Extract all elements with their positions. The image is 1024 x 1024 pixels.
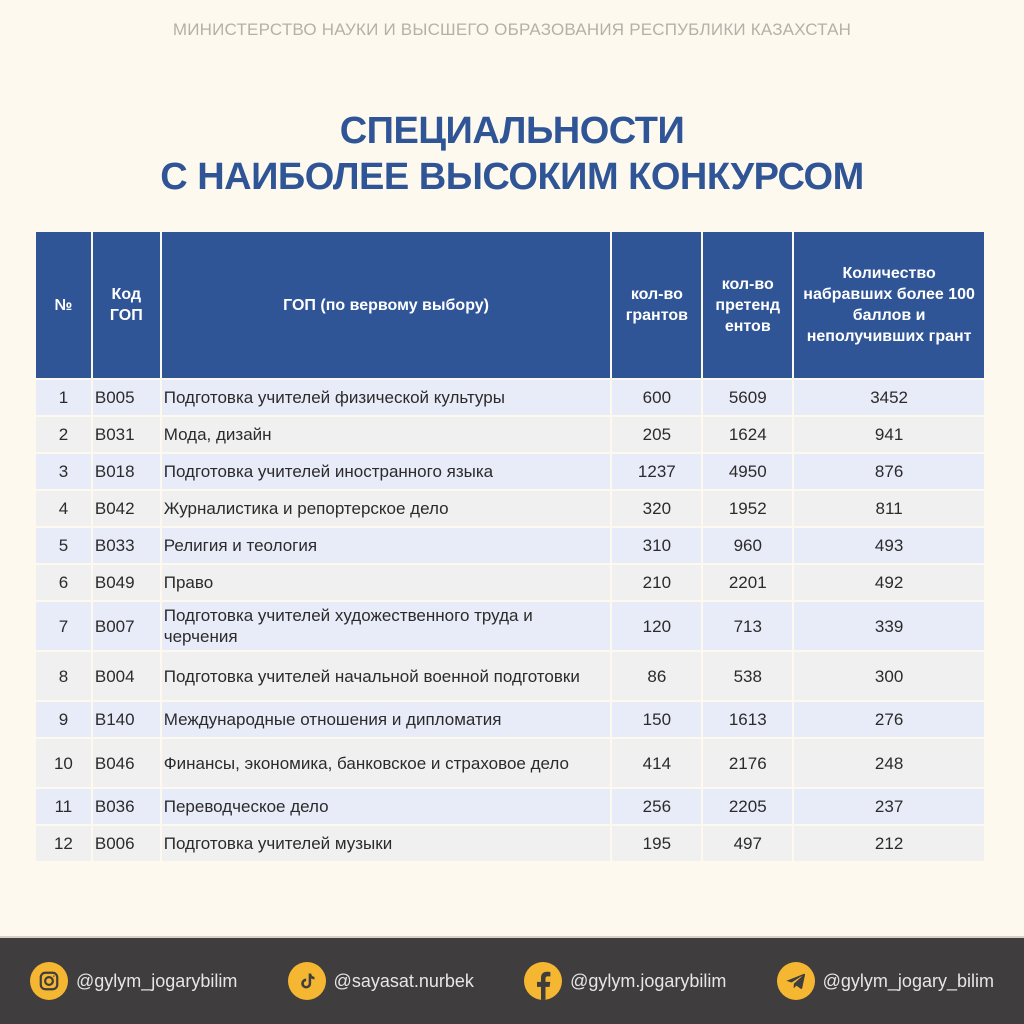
cell-code: B018	[93, 454, 160, 489]
cell-name: Подготовка учителей начальной военной подготовки	[162, 652, 611, 700]
cell-name: Религия и теология	[162, 528, 611, 563]
cell-name: Журналистика и репортерское дело	[162, 491, 611, 526]
cell-name: Подготовка учителей музыки	[162, 826, 611, 861]
col-header-over100: Количество набравших более 100 баллов и неполучивших грант	[794, 232, 984, 378]
facebook-handle: @gylym.jogarybilim	[570, 970, 727, 991]
cell-code: B049	[93, 565, 160, 600]
cell-applicants: 538	[703, 652, 792, 700]
cell-applicants: 2176	[703, 739, 792, 787]
cell-applicants: 960	[703, 528, 792, 563]
cell-grants: 205	[612, 417, 701, 452]
table-row	[36, 380, 984, 415]
table-row	[36, 739, 984, 787]
telegram-icon	[777, 962, 815, 1000]
cell-grants: 120	[612, 602, 701, 650]
specialties-table	[34, 230, 986, 863]
cell-name: Переводческое дело	[162, 789, 611, 824]
cell-num: 9	[36, 702, 91, 737]
cell-code: B005	[93, 380, 160, 415]
cell-over100: 3452	[794, 380, 984, 415]
cell-num: 6	[36, 565, 91, 600]
cell-grants: 320	[612, 491, 701, 526]
cell-code: B046	[93, 739, 160, 787]
cell-over100: 237	[794, 789, 984, 824]
table-row	[36, 652, 984, 700]
cell-grants: 310	[612, 528, 701, 563]
cell-code: B031	[93, 417, 160, 452]
cell-name: Право	[162, 565, 611, 600]
cell-num: 3	[36, 454, 91, 489]
cell-name: Подготовка учителей иностранного языка	[162, 454, 611, 489]
cell-num: 12	[36, 826, 91, 861]
telegram-handle: @gylym_jogary_bilim	[822, 970, 994, 991]
cell-over100: 212	[794, 826, 984, 861]
tiktok-icon	[288, 962, 326, 1000]
cell-over100: 300	[794, 652, 984, 700]
table-row	[36, 826, 984, 861]
col-header-name: ГОП (по вервому выбору)	[162, 232, 611, 378]
social-footer	[0, 936, 1024, 1024]
cell-code: B007	[93, 602, 160, 650]
cell-applicants: 1624	[703, 417, 792, 452]
cell-grants: 86	[612, 652, 701, 700]
cell-num: 2	[36, 417, 91, 452]
cell-num: 4	[36, 491, 91, 526]
cell-applicants: 2201	[703, 565, 792, 600]
tiktok-handle: @sayasat.nurbek	[333, 970, 474, 991]
cell-name: Финансы, экономика, банковское и страховое дело	[162, 739, 611, 787]
cell-code: B033	[93, 528, 160, 563]
cell-over100: 276	[794, 702, 984, 737]
table-row	[36, 789, 984, 824]
cell-applicants: 5609	[703, 380, 792, 415]
cell-code: B140	[93, 702, 160, 737]
cell-num: 11	[36, 789, 91, 824]
table-row	[36, 702, 984, 737]
col-header-applicants: кол-во претенд ентов	[703, 232, 792, 378]
col-header-num: №	[36, 232, 91, 378]
cell-grants: 1237	[612, 454, 701, 489]
cell-over100: 811	[794, 491, 984, 526]
cell-grants: 600	[612, 380, 701, 415]
title-line-2: С НАИБОЛЕЕ ВЫСОКИМ КОНКУРСОМ	[160, 156, 864, 198]
cell-grants: 256	[612, 789, 701, 824]
cell-name: Мода, дизайн	[162, 417, 611, 452]
cell-code: B042	[93, 491, 160, 526]
instagram-icon	[30, 962, 68, 1000]
cell-applicants: 713	[703, 602, 792, 650]
table-row	[36, 602, 984, 650]
cell-applicants: 4950	[703, 454, 792, 489]
cell-code: B036	[93, 789, 160, 824]
ministry-label: МИНИСТЕРСТВО НАУКИ И ВЫСШЕГО ОБРАЗОВАНИЯ РЕСПУБЛИКИ КАЗАХСТАН	[172, 20, 852, 39]
cell-applicants: 2205	[703, 789, 792, 824]
social-tiktok[interactable]	[288, 962, 474, 1000]
table-row	[36, 528, 984, 563]
cell-code: B004	[93, 652, 160, 700]
cell-name: Подготовка учителей физической культуры	[162, 380, 611, 415]
cell-name: Международные отношения и дипломатия	[162, 702, 611, 737]
social-telegram[interactable]	[777, 962, 994, 1000]
cell-over100: 876	[794, 454, 984, 489]
cell-over100: 941	[794, 417, 984, 452]
table-row	[36, 491, 984, 526]
title-line-1: СПЕЦИАЛЬНОСТИ	[339, 110, 685, 152]
cell-name: Подготовка учителей художественного труда и черчения	[162, 602, 611, 650]
cell-grants: 195	[612, 826, 701, 861]
cell-num: 10	[36, 739, 91, 787]
cell-applicants: 1952	[703, 491, 792, 526]
cell-over100: 492	[794, 565, 984, 600]
table-header-row	[36, 232, 984, 378]
cell-num: 1	[36, 380, 91, 415]
cell-num: 5	[36, 528, 91, 563]
cell-applicants: 497	[703, 826, 792, 861]
instagram-handle: @gylym_jogarybilim	[76, 970, 238, 991]
cell-grants: 150	[612, 702, 701, 737]
cell-over100: 248	[794, 739, 984, 787]
facebook-icon	[524, 962, 562, 1000]
page-title	[0, 108, 1024, 200]
cell-grants: 210	[612, 565, 701, 600]
col-header-code: Код ГОП	[93, 232, 160, 378]
cell-over100: 493	[794, 528, 984, 563]
col-header-grants: кол-во грантов	[612, 232, 701, 378]
social-facebook[interactable]	[524, 962, 726, 1000]
cell-num: 8	[36, 652, 91, 700]
social-instagram[interactable]	[30, 962, 237, 1000]
table-row	[36, 417, 984, 452]
cell-grants: 414	[612, 739, 701, 787]
table-row	[36, 565, 984, 600]
table-row	[36, 454, 984, 489]
cell-applicants: 1613	[703, 702, 792, 737]
cell-over100: 339	[794, 602, 984, 650]
cell-code: B006	[93, 826, 160, 861]
cell-num: 7	[36, 602, 91, 650]
